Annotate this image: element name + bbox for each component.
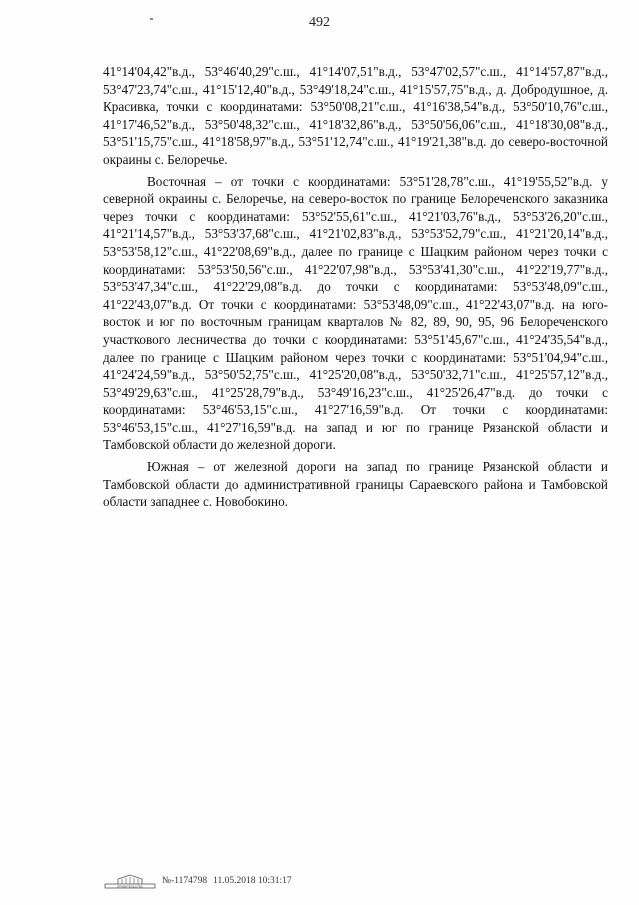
paragraph-southern-boundary: Южная – от железной дороги на запад по границе Рязанской области и Тамбовской области до административной границы Сараевского района и Тамбовской области западнее с. Новобокино. [103,459,608,510]
document-body [103,63,608,515]
paragraph-eastern-boundary: Восточная – от точки с координатами: 53°51'28,78"с.ш., 41°19'55,52"в.д. у северной окраины с. Белоречье, на северо-восток по границе Белореченского заказника через точки с координатами: 53°52'55,61"с.ш., 41°21'03,76"в.д., 53°53'26,20"с.ш., 41°21'14,57"в.д., 53°53'37,68"с.ш., 41°21'02,83"в.д., 53°53'52,79"с.ш., 41°21'20,14"в.д., 53°53'58,12"с.ш., 41°22'08,69"в.д., далее по границе с Шацким районом через точки с координатами: 53°53'50,56"с.ш., 41°22'07,98"в.д., 53°53'41,30"с.ш., 41°22'19,77"в.д., 53°53'47,34"с.ш., 41°22'29,08"в.д. до точки с координатами: 53°53'48,09"с.ш., 41°22'43,07"в.д. От точки с координатами: 53°53'48,09"с.ш., 41°22'43,07"в.д. на юго-восток и юг по восточным границам кварталов № 82, 89, 90, 95, 96 Белореченского участкового лесничества до точки с координатами: 53°51'45,67"с.ш., 41°24'35,54"в.д., далее по границе с Шацким районом через точки с координатами: 53°51'04,94"с.ш., 41°24'24,59"в.д., 53°50'52,75"с.ш., 41°25'20,08"в.д., 53°50'32,71"с.ш., 41°25'57,12"в.д., 53°49'29,63"с.ш., 41°25'28,79"в.д., 53°49'16,23"с.ш., 41°25'26,47"в.д. до точки с координатами: 53°46'53,15"с.ш., 41°27'16,59"в.д. От точки с координатами: 53°46'53,15"с.ш., 41°27'16,59"в.д. на запад и юг по границе Рязанской области и Тамбовской области до железной дороги. [103,173,608,453]
page-number: 492 [309,15,330,30]
government-seal-icon [104,873,156,889]
document-id: №-1174798 [162,876,208,886]
footer-stamp [104,872,292,890]
paragraph-northern-continuation: 41°14'04,42"в.д., 53°46'40,29"с.ш., 41°14'07,51"в.д., 53°47'02,57"с.ш., 41°14'57,87"в.д., 53°47'23,74"с.ш., 41°15'12,40"в.д., 53°49'18,24"с.ш., 41°15'57,75"в.д., д. Добродушное, д. Красивка, точки с координатами: 53°50'08,21"с.ш., 41°16'38,54"в.д., 53°50'10,76"с.ш., 41°17'46,52"в.д., 53°50'48,32"с.ш., 41°18'32,86"в.д., 53°50'56,06"с.ш., 41°18'30,08"в.д., 53°51'15,75"с.ш., 41°18'58,97"в.д., 53°51'12,74"с.ш., 41°19'21,38"в.д. до северо-восточной окраины с. Белоречье. [103,64,608,167]
timestamp: 11.05.2018 10:31:17 [213,876,292,886]
svg-text:ПРАВИТЕЛЬСТВО: ПРАВИТЕЛЬСТВО [117,884,143,889]
